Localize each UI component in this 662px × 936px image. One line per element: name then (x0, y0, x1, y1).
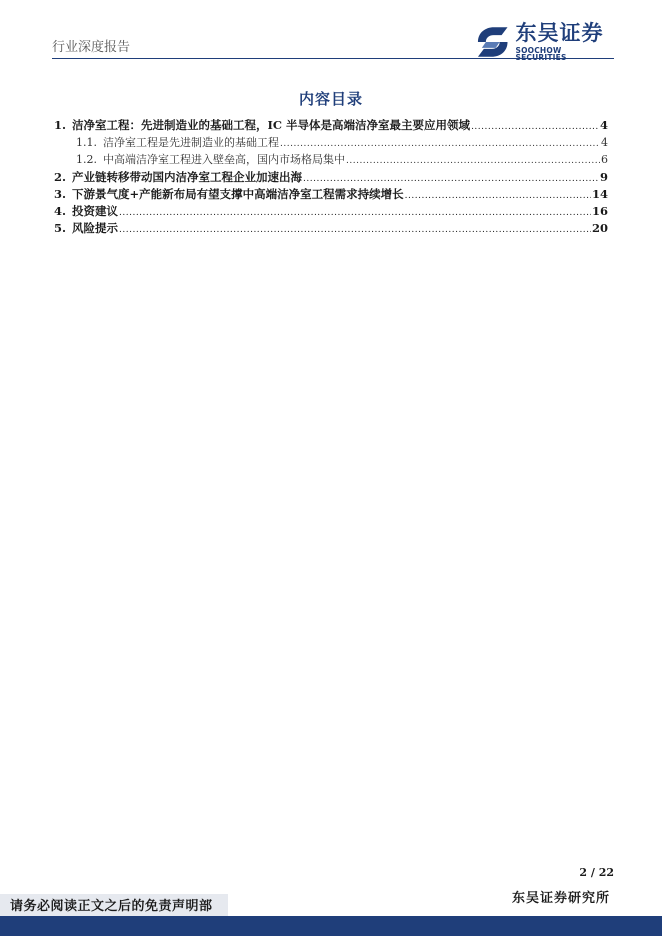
toc-leader-dots (119, 221, 591, 235)
logo-english-name: SOOCHOW SECURITIES (515, 45, 567, 62)
toc-leader-dots (280, 136, 600, 149)
toc-entry-text: 投资建议 (72, 203, 119, 218)
toc-entry-page: 9 (599, 169, 608, 184)
toc-entry-page: 6 (601, 153, 608, 167)
toc-entry-number: 3. (54, 186, 67, 201)
toc-entry-number: 2. (54, 169, 67, 184)
header-divider (52, 58, 614, 59)
toc-entry[interactable] (54, 134, 608, 151)
toc-entry-text: 风险提示 (72, 221, 119, 236)
toc-entry-number: 1.2. (76, 153, 97, 167)
footer-band (0, 916, 662, 936)
toc-entry[interactable] (54, 169, 608, 186)
toc-entry-page: 14 (591, 186, 608, 201)
report-type-label: 行业深度报告 (52, 40, 131, 55)
toc-title: 内容目录 (298, 90, 363, 108)
page-number: 2 / 22 (579, 866, 614, 879)
toc-entry[interactable] (54, 220, 608, 237)
toc-entry-number: 1.1. (76, 136, 97, 150)
soochow-logo-icon (474, 24, 511, 60)
toc-entry-number: 4. (54, 203, 67, 218)
toc-entry[interactable] (54, 186, 608, 203)
toc-entry-text: 洁净室工程是先进制造业的基础工程 (103, 136, 279, 150)
toc-entry-text: 洁净室工程：先进制造业的基础工程，IC 半导体是高端洁净室最主要应用领域 (72, 118, 471, 132)
toc-leader-dots (346, 153, 600, 166)
toc-entry-text: 中高端洁净室工程进入壁垒高，国内市场格局集中 (103, 153, 345, 167)
toc-entry-page: 20 (591, 221, 608, 236)
toc-entry-text: 下游景气度+产能新布局有望支撑中高端洁净室工程需求持续增长 (72, 186, 404, 201)
company-logo (474, 20, 614, 62)
toc-leader-dots (119, 204, 591, 218)
institute-name: 东吴证券研究所 (511, 891, 610, 906)
toc-leader-dots (303, 170, 599, 184)
toc-entry-number: 5. (54, 221, 67, 236)
toc-leader-dots (471, 118, 599, 132)
toc-entry[interactable] (54, 117, 608, 134)
toc-entry-page: 16 (591, 203, 608, 218)
disclaimer-notice: 请务必阅读正文之后的免责声明部 (0, 894, 228, 920)
toc-entry-page: 4 (601, 136, 608, 150)
table-of-contents (54, 117, 608, 237)
toc-entry[interactable] (54, 151, 608, 168)
toc-leader-dots (405, 187, 591, 201)
toc-entry-text: 产业链转移带动国内洁净室工程企业加速出海 (72, 169, 303, 184)
toc-entry-page: 4 (599, 118, 608, 132)
logo-chinese-name: 东吴证券 (515, 20, 604, 45)
toc-entry[interactable] (54, 203, 608, 220)
toc-entry-number: 1. (54, 118, 67, 132)
